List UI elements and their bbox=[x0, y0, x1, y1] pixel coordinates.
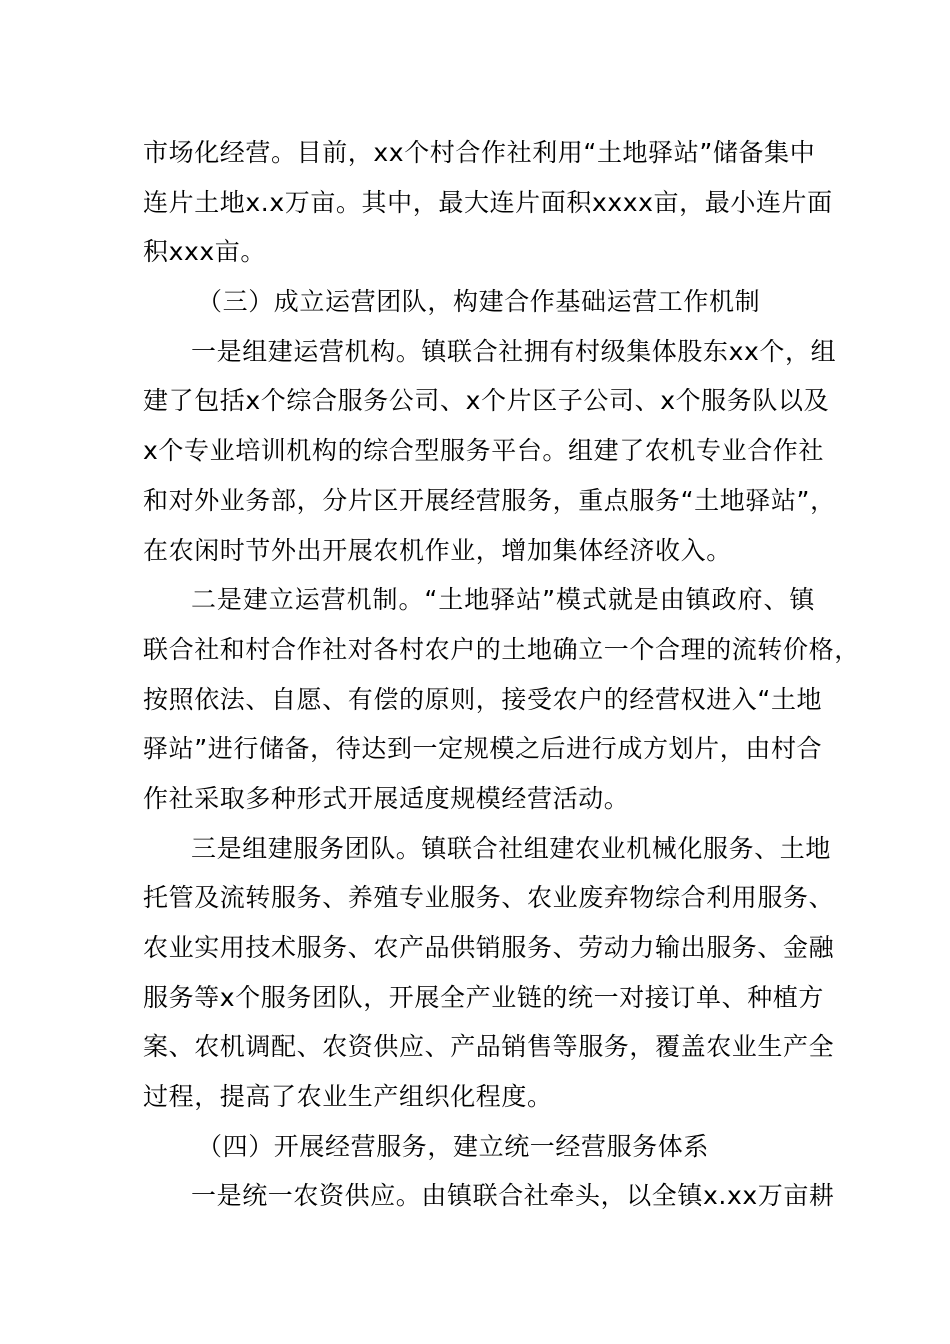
text-line: 市场化经营。目前，xx个村合作社利用“土地驿站”储备集中 bbox=[143, 138, 816, 167]
document-body bbox=[143, 128, 860, 1221]
text-line: 过程，提高了农业生产组织化程度。 bbox=[143, 1082, 553, 1112]
text-line: 二是建立运营机制。“土地驿站”模式就是由镇政府、镇 bbox=[191, 585, 815, 615]
text-line: 服务等x个服务团队，开展全产业链的统一对接订单、种植方 bbox=[143, 982, 824, 1012]
text-line: 在农闲时节外出开展农机作业，增加集体经济收入。 bbox=[143, 535, 732, 565]
text-line: 联合社和村合作社对各村农户的土地确立一个合理的流转价格， bbox=[143, 634, 860, 664]
text-line: 建了包括x个综合服务公司、x个片区子公司、x个服务队以及 bbox=[143, 386, 830, 416]
text-line: 驿站”进行储备，待达到一定规模之后进行成方划片，由村合 bbox=[143, 734, 823, 764]
text-line: 连片土地x.x万亩。其中，最大连片面积xxxx亩，最小连片面 bbox=[143, 187, 833, 217]
text-line: 一是组建运营机构。镇联合社拥有村级集体股东xx个，组 bbox=[191, 336, 837, 366]
text-line: 托管及流转服务、养殖专业服务、农业废弃物综合利用服务、 bbox=[143, 883, 835, 913]
text-line: 案、农机调配、农资供应、产品销售等服务，覆盖农业生产全 bbox=[143, 1032, 835, 1062]
section-heading: （四）开展经营服务，建立统一经营服务体系 bbox=[197, 1131, 710, 1161]
text-line: 三是组建服务团队。镇联合社组建农业机械化服务、土地 bbox=[191, 833, 832, 863]
text-line: 和对外业务部，分片区开展经营服务，重点服务“土地驿站”， bbox=[143, 485, 836, 515]
text-line: 作社采取多种形式开展适度规模经营活动。 bbox=[143, 783, 630, 813]
text-line: 农业实用技术服务、农产品供销服务、劳动力输出服务、金融 bbox=[143, 933, 835, 962]
text-line: 按照依法、自愿、有偿的原则，接受农户的经营权进入“土地 bbox=[143, 684, 823, 714]
text-line: 一是统一农资供应。由镇联合社牵头，以全镇x.xx万亩耕 bbox=[191, 1181, 835, 1211]
text-line: 积xxx亩。 bbox=[143, 237, 266, 267]
section-heading: （三）成立运营团队，构建合作基础运营工作机制 bbox=[197, 287, 761, 317]
text-line: x个专业培训机构的综合型服务平台。组建了农机专业合作社 bbox=[143, 436, 824, 466]
